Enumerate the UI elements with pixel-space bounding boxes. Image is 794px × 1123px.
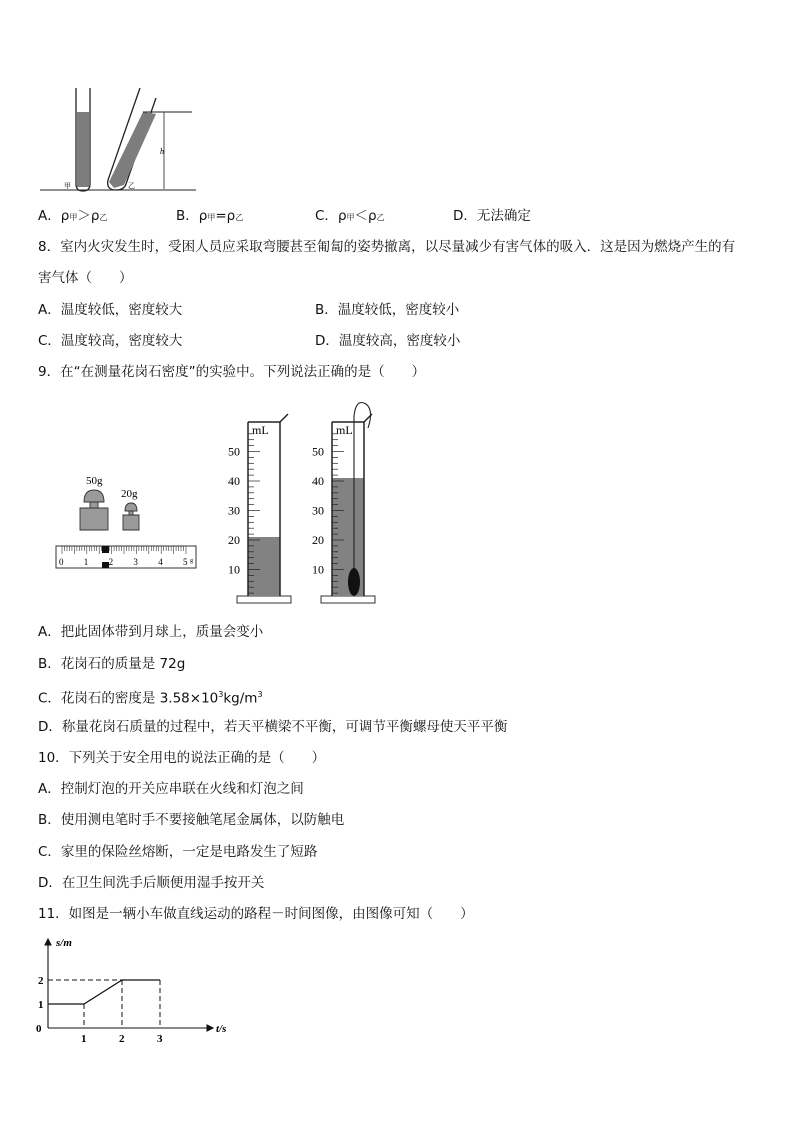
q8-stem-line2: 害气体（ ） — [38, 270, 133, 286]
q10-option-b: B．使用测电笔时手不要接触笔尾金属体，以防触电 — [38, 812, 345, 828]
cylinder-tick-label: 10 — [228, 562, 240, 577]
cylinder-1-base — [237, 596, 291, 603]
cylinder-tick-label: 10 — [312, 562, 324, 577]
s-t-graph — [34, 936, 244, 1048]
q7-option-b: B．ρ甲=ρ乙 — [176, 208, 244, 224]
weight-50g — [80, 490, 108, 530]
tube-yi-liquid — [109, 112, 156, 188]
tubes-figure — [36, 84, 206, 194]
x-axis-label: t/s — [216, 1023, 227, 1035]
x-tick-2: 2 — [119, 1033, 125, 1045]
q8-option-b: B．温度较低，密度较小 — [315, 302, 460, 318]
label-jia: 甲 — [64, 182, 71, 190]
q8-stem-line1: 8．室内火灾发生时，受困人员应采取弯腰甚至匍匐的姿势撤离，以尽量减少有害气体的吸入．这是因为燃烧产生的有 — [38, 239, 736, 255]
q10-option-c: C．家里的保险丝熔断，一定是电路发生了短路 — [38, 844, 318, 860]
cylinder-2 — [312, 403, 375, 604]
x-tick-3: 3 — [157, 1033, 163, 1045]
origin-label: 0 — [36, 1023, 42, 1035]
cylinder-tick-label: 20 — [228, 533, 240, 547]
ruler-label: 0 — [59, 557, 64, 567]
ruler-label: 5 — [183, 557, 188, 567]
s-t-line — [48, 980, 160, 1004]
q8-option-c: C．温度较高，密度较大 — [38, 333, 183, 349]
ruler-unit: g — [190, 558, 193, 564]
q7-option-a: A．ρ甲＞ρ乙 — [38, 208, 108, 224]
cylinder-tick-label: 30 — [228, 503, 240, 518]
weight-20g-label: 20g — [121, 488, 138, 500]
ruler-label: 2 — [108, 557, 114, 567]
q11-stem: 11．如图是一辆小车做直线运动的路程－时间图像，由图像可知（ ） — [38, 906, 474, 922]
cylinder-tick-label: 30 — [312, 503, 324, 518]
granite-stone — [348, 568, 360, 596]
y-tick-1: 1 — [38, 999, 44, 1011]
cylinder-1 — [228, 414, 291, 603]
label-h: h — [160, 147, 164, 156]
x-tick-1: 1 — [81, 1033, 87, 1045]
cylinder-tick-label: 40 — [228, 474, 240, 488]
density-figure — [50, 396, 390, 608]
cylinder-tick-label: 50 — [312, 444, 324, 459]
q10-option-d: D．在卫生间洗手后顺便用湿手按开关 — [38, 875, 265, 891]
cylinder-2-unit: mL — [336, 423, 353, 437]
ruler-label: 3 — [133, 557, 138, 567]
q9-option-b: B．花岗石的质量是 72g — [38, 656, 186, 672]
weight-20g — [123, 503, 139, 530]
cylinder-tick-label: 40 — [312, 474, 324, 488]
ruler-label: 4 — [158, 557, 163, 567]
q9-stem: 9．在“在测量花岗石密度”的实验中。下列说法正确的是（ ） — [38, 364, 426, 380]
ruler-slider — [102, 546, 109, 553]
ruler-label: 1 — [83, 557, 89, 567]
q9-option-c: C．花岗石的密度是 $3.58\times 10^3kg/m^3$ — [38, 690, 263, 707]
q7-option-d: D．无法确定 — [453, 208, 531, 224]
cylinder-2-base — [321, 596, 375, 603]
y-axis-label: s/m — [56, 937, 72, 949]
label-yi: 乙 — [128, 182, 135, 190]
cylinder-tick-label: 20 — [312, 533, 324, 547]
q7-option-c: C．ρ甲＜ρ乙 — [315, 208, 385, 224]
cylinder-1-unit: mL — [252, 423, 269, 437]
q10-option-a: A．控制灯泡的开关应串联在火线和灯泡之间 — [38, 781, 304, 797]
q8-option-d: D．温度较高，密度较小 — [315, 333, 461, 349]
tube-jia-liquid — [77, 112, 89, 187]
y-tick-2: 2 — [38, 975, 44, 987]
cylinder-tick-label: 50 — [228, 444, 240, 459]
q9-option-d: D．称量花岗石质量的过程中，若天平横梁不平衡，可调节平衡螺母使天平平衡 — [38, 719, 508, 735]
weight-50g-label: 50g — [86, 475, 103, 487]
q9-option-a: A．把此固体带到月球上，质量会变小 — [38, 624, 264, 640]
q8-option-a: A．温度较低，密度较大 — [38, 302, 183, 318]
q10-stem: 10．下列关于安全用电的说法正确的是（ ） — [38, 750, 326, 766]
